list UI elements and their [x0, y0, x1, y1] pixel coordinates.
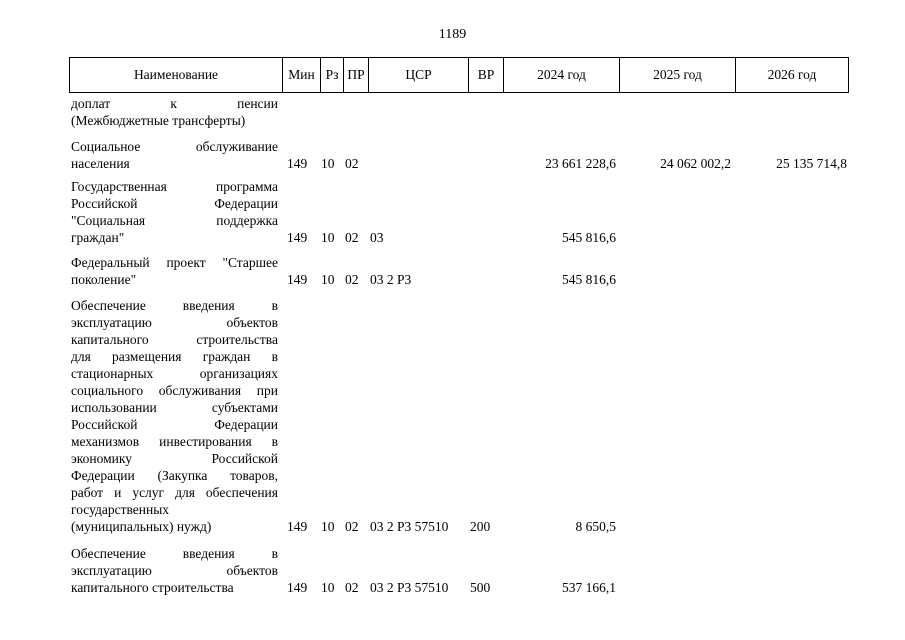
row-name-line: доплат к пенсии [71, 96, 278, 111]
cell-min: 149 [287, 156, 308, 171]
row-name-line: Социальное обслуживание [71, 139, 278, 154]
header-2025: 2025 год [620, 58, 736, 92]
cell-min: 149 [287, 272, 308, 287]
row-name-line: граждан" [71, 230, 125, 245]
row-name-line: (Межбюджетные трансферты) [71, 113, 246, 128]
header-name: Наименование [70, 58, 283, 92]
row-name-line: для размещения граждан в [71, 349, 278, 364]
cell-pr: 02 [345, 519, 359, 534]
cell-rz: 10 [321, 156, 335, 171]
row-name-line: экономику Российской [71, 451, 278, 466]
row-name-line: Федерации (Закупка товаров, [71, 468, 278, 483]
row-name [71, 178, 278, 246]
cell-rz: 10 [321, 580, 335, 595]
cell-y2024: 545 816,6 [562, 272, 616, 287]
row-name-line: "Социальная поддержка [71, 213, 278, 228]
row-name-line: Государственная программа [71, 179, 278, 194]
row-name [71, 95, 278, 129]
row-name [71, 297, 278, 535]
header-rz: Рз [321, 58, 344, 92]
cell-vr: 200 [470, 519, 491, 534]
row-name-line: стационарных организациях [71, 366, 278, 381]
cell-csr: 03 2 P3 57510 [370, 580, 449, 595]
cell-csr: 03 [370, 230, 384, 245]
row-name [71, 254, 278, 288]
cell-min: 149 [287, 519, 308, 534]
cell-y2024: 545 816,6 [562, 230, 616, 245]
row-name-line: Обеспечение введения в [71, 546, 278, 561]
row-name-line: населения [71, 156, 130, 171]
cell-pr: 02 [345, 272, 359, 287]
cell-min: 149 [287, 230, 308, 245]
cell-y2024: 537 166,1 [562, 580, 616, 595]
cell-csr: 03 2 P3 [370, 272, 412, 287]
row-name-line: Российской Федерации [71, 417, 278, 432]
cell-min: 149 [287, 580, 308, 595]
row-name-line: (муниципальных) нужд) [71, 519, 212, 534]
row-name-line: эксплуатацию объектов [71, 315, 278, 330]
header-pr: ПР [344, 58, 369, 92]
row-name-line: поколение" [71, 272, 137, 287]
page-number: 1189 [438, 27, 467, 42]
header-csr: ЦСР [369, 58, 469, 92]
cell-csr: 03 2 P3 57510 [370, 519, 449, 534]
cell-vr: 500 [470, 580, 491, 595]
cell-y2024: 8 650,5 [575, 519, 616, 534]
cell-rz: 10 [321, 272, 335, 287]
header-vr: ВР [469, 58, 504, 92]
row-name [71, 138, 278, 172]
cell-pr: 02 [345, 230, 359, 245]
cell-y2024: 23 661 228,6 [545, 156, 616, 171]
header-2026: 2026 год [767, 67, 817, 82]
row-name-line: государственных [71, 502, 170, 517]
row-name-line: использовании субъектами [71, 400, 278, 415]
table-header [69, 57, 849, 93]
row-name-line: Обеспечение введения в [71, 298, 278, 313]
cell-rz: 10 [321, 519, 335, 534]
row-name-line: эксплуатацию объектов [71, 563, 278, 578]
cell-y2025: 24 062 002,2 [660, 156, 731, 171]
cell-pr: 02 [345, 580, 359, 595]
row-name-line: капитального строительства [71, 580, 234, 595]
header-2024: 2024 год [504, 58, 620, 92]
row-name-line: социального обслуживания при [71, 383, 278, 398]
row-name-line: работ и услуг для обеспечения [71, 485, 278, 500]
row-name-line: Российской Федерации [71, 196, 278, 211]
row-name-line: Федеральный проект "Старшее [71, 255, 278, 270]
row-name-line: механизмов инвестирования в [71, 434, 278, 449]
header-min: Мин [283, 58, 321, 92]
row-name [71, 545, 278, 596]
cell-y2026: 25 135 714,8 [776, 156, 847, 171]
cell-rz: 10 [321, 230, 335, 245]
row-name-line: капитального строительства [71, 332, 278, 347]
cell-pr: 02 [345, 156, 359, 171]
